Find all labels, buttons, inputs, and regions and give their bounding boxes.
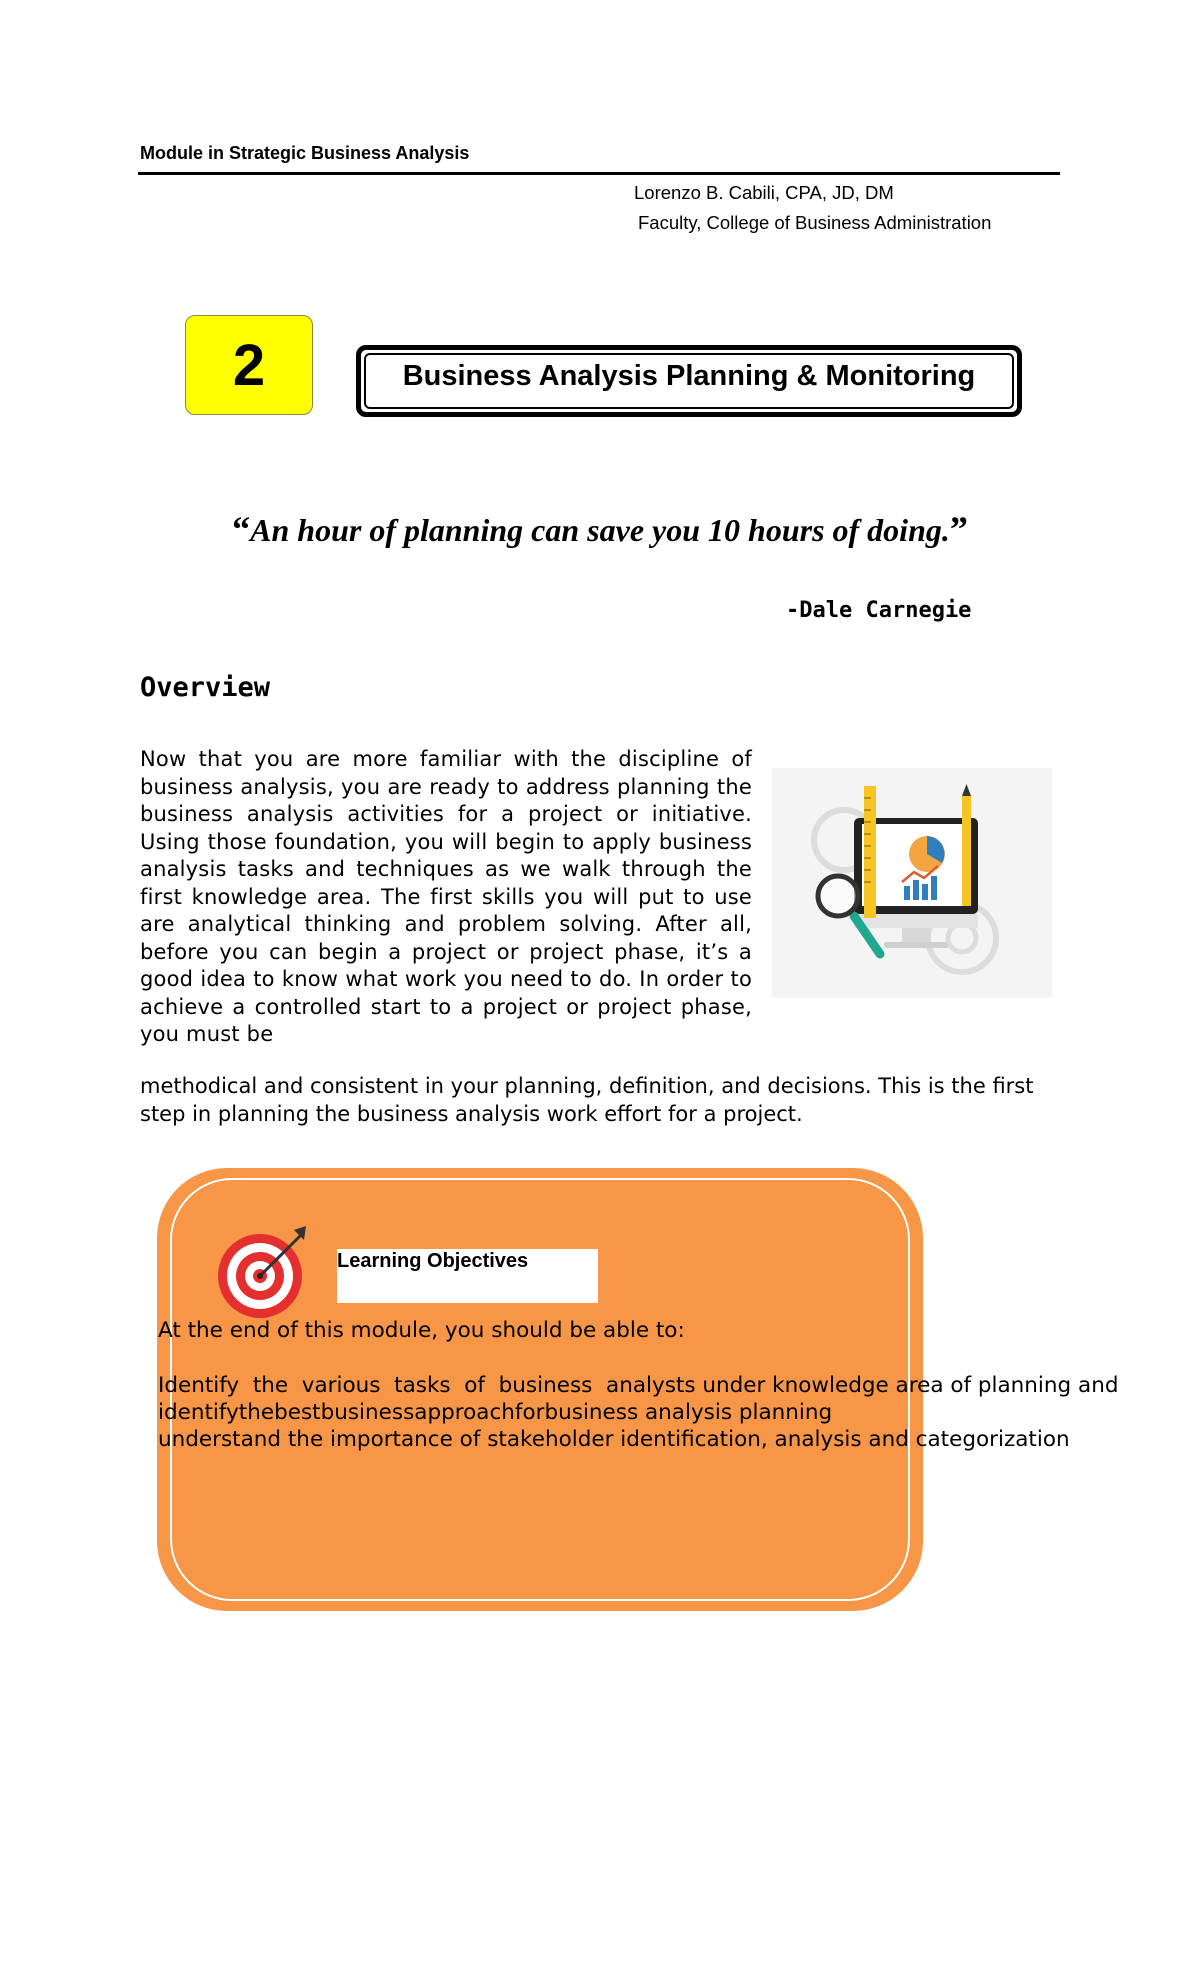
quote-text: An hour of planning can save you 10 hours of doing. [250, 512, 950, 548]
overview-heading: Overview [140, 672, 271, 703]
author-block [634, 178, 991, 238]
module-title: Module in Strategic Business Analysis [140, 143, 470, 163]
header-rule [138, 172, 1060, 175]
list-item: understand the importance of stakeholder identification, analysis and categorization [158, 1427, 1070, 1452]
overview-paragraph: Now that you are more familiar with the discipline of business analysis, you are ready to address planning the business analysis activities for a project or initiative. Using those foundation, you will begin to apply business analysis tasks and techniques as we walk through the first knowledge area. The first skills you will put to use are analytical thinking and problem solving. After all, before you can begin a project or project phase, it’s a good idea to know what work you need to do. In order to achieve a controlled start to a project or project phase, you must be [140, 747, 752, 1046]
overview-paragraph-continued: methodical and consistent in your planning, definition, and decisions. This is the first step in planning the business analysis work effort for a project. [140, 1074, 1034, 1126]
quote-open-mark: “ [232, 509, 251, 549]
objectives-intro: At the end of this module, you should be able to: [158, 1318, 685, 1343]
list-item: Identify the various tasks of business analysts under knowledge area of planning and [158, 1373, 1119, 1398]
analytics-monitor-icon [772, 768, 1052, 998]
quote-close-mark: ” [949, 509, 968, 549]
chapter-title-frame [356, 345, 1022, 417]
learning-objectives-heading: Learning Objectives [337, 1249, 598, 1303]
target-icon [214, 1220, 314, 1320]
list-item: identifythebestbusinessapproachforbusiness analysis planning [158, 1400, 833, 1425]
chapter-number: 2 [185, 315, 313, 415]
chapter-title: Business Analysis Planning & Monitoring [364, 353, 1014, 409]
objectives-list [158, 1372, 1118, 1453]
quote-attribution: -Dale Carnegie [786, 598, 972, 623]
author-role: Faculty, College of Business Administration [638, 212, 992, 233]
quote [0, 508, 1200, 550]
author-name: Lorenzo B. Cabili, CPA, JD, DM [634, 182, 894, 203]
